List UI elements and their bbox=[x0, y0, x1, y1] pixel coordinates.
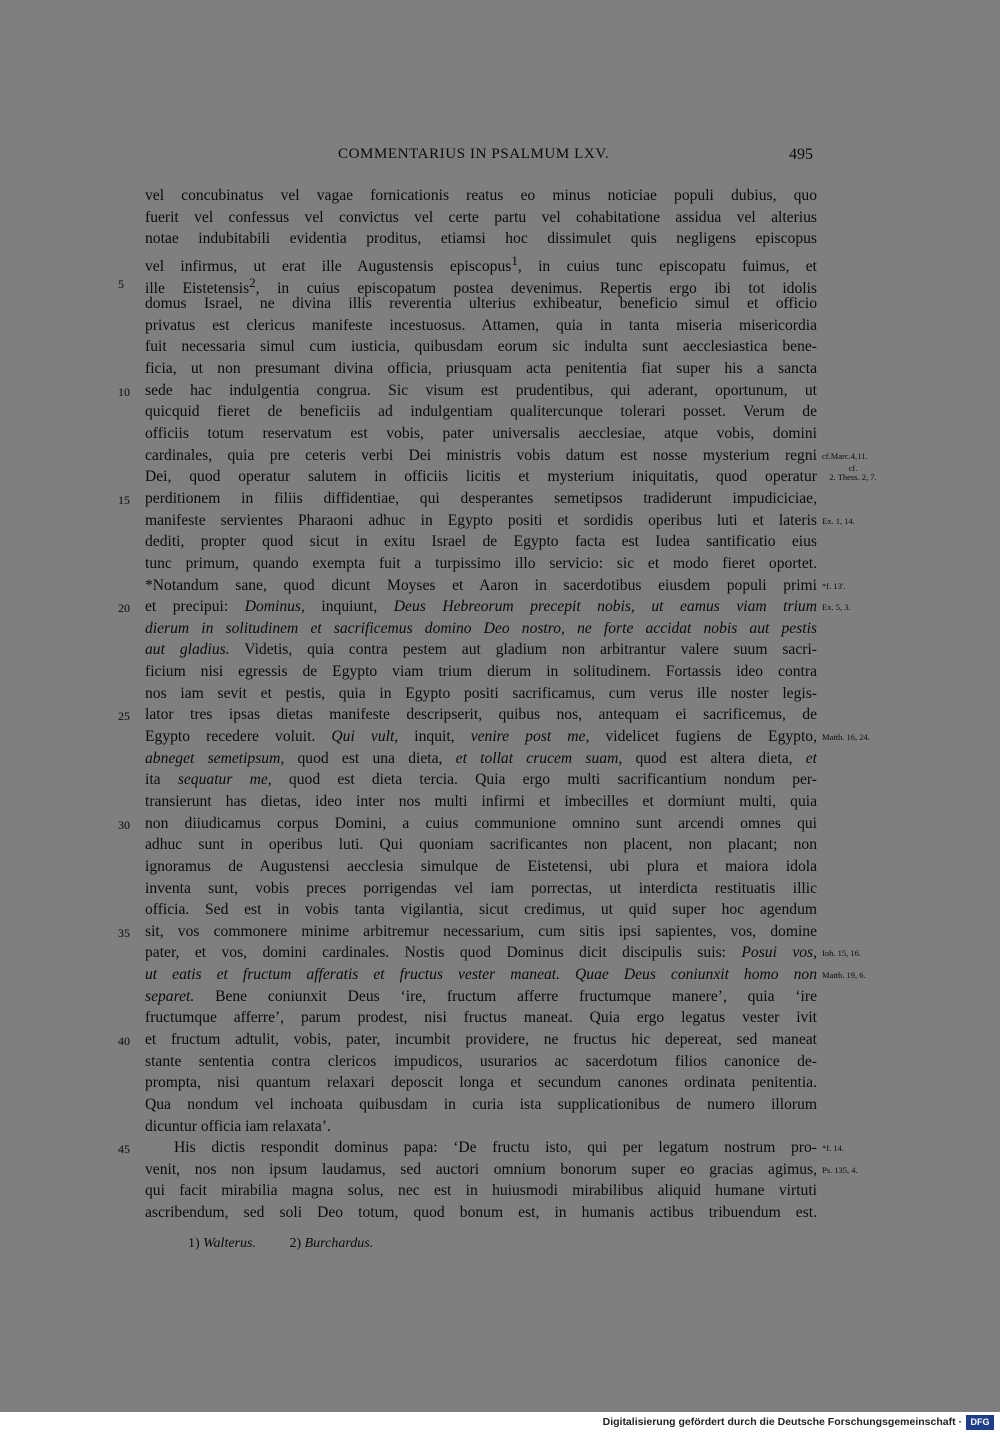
line-number: 20 bbox=[118, 601, 130, 616]
line-text: pater, et vos, domini cardinales. Nostis quod Dominus dicit discipulis suis: Posui vos, bbox=[145, 944, 817, 962]
text-line bbox=[0, 1029, 1000, 1051]
text-line bbox=[0, 185, 1000, 207]
line-text: non diiudicamus corpus Domini, a cuius communione omnino sunt arcendi omnes qui bbox=[145, 814, 817, 832]
footnote-1 bbox=[188, 1236, 256, 1251]
line-number: 30 bbox=[118, 817, 130, 832]
text-line bbox=[0, 1159, 1000, 1181]
text-line bbox=[0, 358, 1000, 380]
text-line bbox=[0, 463, 1000, 488]
text-line bbox=[0, 942, 1000, 964]
line-number: 45 bbox=[118, 1142, 130, 1157]
text-line bbox=[0, 531, 1000, 553]
line-text: His dictis respondit dominus papa: ‘De fructu isto, qui per legatum nostrum pro- bbox=[174, 1139, 817, 1157]
text-line bbox=[0, 488, 1000, 510]
line-text: manifeste servientes Pharaoni adhuc in Egypto positi et sordidis operibus luti et lateris bbox=[145, 511, 817, 529]
line-text: cardinales, quia pre ceteris verbi Dei ministris vobis datum est nosse mysterium regni bbox=[145, 446, 817, 464]
line-text: aut gladius. Videtis, quia contra pestem aut gladium non arbitrantur valere suum sacri- bbox=[145, 641, 817, 659]
margin-reference: *f. 13'. bbox=[822, 580, 846, 591]
line-text: vel concubinatus vel vagae fornicationis reatus eo minus noticiae populi dubius, quo bbox=[145, 187, 817, 204]
footnote-2 bbox=[289, 1236, 373, 1251]
line-number: 35 bbox=[118, 925, 130, 940]
text-line bbox=[0, 921, 1000, 943]
line-text: sede hac indulgentia congrua. Sic visum est prudentibus, qui aderant, oportunum, ut bbox=[145, 381, 817, 399]
line-text: tunc primum, quando exempta fuit a turpissimo illo servicio: sic et modo fieret oportet. bbox=[145, 554, 817, 572]
text-line bbox=[0, 683, 1000, 705]
line-text: ascribendum, sed soli Deo totum, quod bonum est, in humanis actibus tribuendum est. bbox=[145, 1204, 817, 1222]
page-number: 495 bbox=[789, 146, 813, 163]
line-text: vel infirmus, ut erat ille Augustensis episcopus$^1$, in cuius tunc episcopatu fuimus, et bbox=[145, 252, 817, 276]
line-text: abneget semetipsum, quod est una dieta, et tollat crucem suam, quod est altera dieta, et bbox=[145, 749, 817, 767]
line-text: officiis totum reservatum est vobis, pater universalis aecclesiae, atque vobis, domini bbox=[145, 425, 817, 443]
text-line bbox=[0, 878, 1000, 900]
text-line bbox=[0, 856, 1000, 878]
text-line bbox=[0, 510, 1000, 532]
text-line bbox=[0, 293, 1000, 315]
dfg-logo[interactable]: DFG bbox=[966, 1415, 994, 1430]
footnotes bbox=[188, 1236, 403, 1252]
line-number: 15 bbox=[118, 492, 130, 507]
margin-reference: Ioh. 15, 16. bbox=[822, 948, 861, 959]
text-line bbox=[0, 726, 1000, 748]
margin-reference: cf. 2. Thess. 2, 7. bbox=[829, 463, 877, 483]
line-text: transierunt has dietas, ideo inter nos multi infirmi et imbecilles et dormiunt multi, quia bbox=[145, 792, 817, 810]
line-text: ille Eistetensis$^2$, in cuius episcopatum postea devenimus. Repertis ergo ibi tot idolis bbox=[145, 274, 817, 297]
text-line bbox=[0, 207, 1000, 229]
line-text: ficia, ut non presumant divina officia, priusquam acta penitentia fiat super his a sancta bbox=[145, 360, 817, 378]
line-text: dicuntur officia iam relaxata’. bbox=[145, 1117, 331, 1135]
line-text: prompta, nisi quantum relaxari deposcit longa et secundum canones ordinata penitentia. bbox=[145, 1074, 817, 1092]
text-line bbox=[0, 1007, 1000, 1029]
text-line bbox=[0, 834, 1000, 856]
margin-reference: Ex. 1, 14. bbox=[822, 515, 855, 526]
line-text: domus Israel, ne divina illis reverentia ulterius exhibeatur, beneficio simul et officio bbox=[145, 295, 817, 313]
text-line bbox=[0, 964, 1000, 986]
footnote-2-text: Burchardus. bbox=[304, 1236, 374, 1251]
text-line bbox=[0, 791, 1000, 813]
line-text: Dei, quod operatur salutem in officiis licitis et mysterium iniquitatis, quod operatur bbox=[145, 468, 817, 486]
line-text: *Notandum sane, quod dicunt Moyses et Aaron in sacerdotibus eiusdem populi primi bbox=[145, 576, 817, 594]
line-text: Egypto recedere voluit. Qui vult, inquit, venire post me, videlicet fugiens de Egypto, bbox=[145, 728, 817, 746]
line-text: ficium nisi egressis de Egypto viam trium dierum in solitudinem. Fortassis ideo contra bbox=[145, 663, 817, 681]
text-line bbox=[0, 423, 1000, 445]
text-line bbox=[0, 986, 1000, 1008]
text-line bbox=[0, 618, 1000, 640]
line-text: ita sequatur me, quod est dieta tercia. Quia ergo multi sacrificantium nondum per- bbox=[145, 771, 817, 789]
margin-reference: cf.Marc.4,11. bbox=[822, 450, 868, 461]
line-text: notae indubitabili evidentia proditus, etiamsi hoc dissimulet quis negligens episcopus bbox=[145, 230, 817, 248]
funding-footer bbox=[0, 1412, 1000, 1434]
text-line bbox=[0, 228, 1000, 250]
line-text: officia. Sed est in vobis tanta vigilantia, sicut credimus, ut quid super hoc agendum bbox=[145, 901, 817, 919]
line-text: nos iam sevit et pestis, quia in Egypto positi sacrificamus, cum verus ille noster legis- bbox=[145, 684, 817, 702]
text-line bbox=[0, 1116, 1000, 1138]
main-text-block bbox=[0, 185, 1000, 1224]
margin-reference: Matth. 16, 24. bbox=[822, 732, 870, 743]
line-text: inventa sunt, vobis preces porrigendas vel iam porrectas, ut interdicta restituatis illic bbox=[145, 879, 817, 897]
line-number: 10 bbox=[118, 384, 130, 399]
text-line bbox=[0, 250, 1000, 276]
text-line bbox=[0, 272, 1000, 297]
text-line bbox=[0, 813, 1000, 835]
text-line bbox=[0, 1072, 1000, 1094]
running-header: COMMENTARIUS IN PSALMUM LXV. bbox=[338, 146, 610, 162]
text-line bbox=[0, 1137, 1000, 1159]
text-line bbox=[0, 1094, 1000, 1116]
funding-text: Digitalisierung gefördert durch die Deutsche Forschungsgemeinschaft · bbox=[602, 1416, 962, 1428]
margin-reference: Ps. 135, 4. bbox=[822, 1164, 858, 1175]
line-text: quicquid fieret de beneficiis ad indulgentiam qualitercunque tolerari posset. Verum de bbox=[145, 403, 817, 421]
text-line bbox=[0, 553, 1000, 575]
line-text: adhuc sunt in operibus luti. Qui quoniam sacrificantes non placent, non placant; non bbox=[145, 836, 817, 854]
line-text: dediti, propter quod sicut in exitu Israel de Egypto facta est Iudea santificatio eius bbox=[145, 533, 817, 551]
line-text: qui facit mirabilia magna solus, nec est in huiusmodi mirabilibus aliquid humane virtuti bbox=[145, 1182, 817, 1200]
footnote-1-text: Walterus. bbox=[203, 1236, 256, 1251]
line-text: stante sententia contra clericos impudicos, usurarios ac sacerdotum filios canonice de- bbox=[145, 1052, 817, 1070]
line-text: perditionem in filiis diffidentiae, qui desperantes semetipsos tradiderunt impudiciciae, bbox=[145, 489, 817, 507]
text-line bbox=[0, 748, 1000, 770]
footnote-2-mark: 2) bbox=[289, 1236, 302, 1251]
line-text: venit, nos non ipsum laudamus, sed auctori omnium bonorum super eo gracias agimus, bbox=[145, 1160, 817, 1178]
text-line bbox=[0, 661, 1000, 683]
margin-reference: Ex. 5, 3. bbox=[822, 602, 851, 613]
line-number: 5 bbox=[118, 276, 124, 291]
line-text: ignoramus de Augustensi aecclesia simulque de Eistetensi, ubi plura et maiora idola bbox=[145, 857, 817, 875]
line-text: dierum in solitudinem et sacrificemus domino Deo nostro, ne forte accidat nobis aut pestis bbox=[145, 619, 817, 637]
margin-reference: Matth. 19, 6. bbox=[822, 970, 866, 981]
line-text: sit, vos commonere minime arbitremur necessarium, cum sitis ipsi sapientes, vos, domine bbox=[145, 922, 817, 940]
line-text: privatus est clericus manifeste incestuosus. Attamen, quia in tanta miseria misericordia bbox=[145, 316, 817, 334]
text-line bbox=[0, 1202, 1000, 1224]
line-text: lator tres ipsas dietas manifeste descripserit, quibus nos, antequam ei sacrificemus, de bbox=[145, 706, 817, 724]
text-line bbox=[0, 899, 1000, 921]
text-line bbox=[0, 1051, 1000, 1073]
line-number: 25 bbox=[118, 709, 130, 724]
line-text: fructumque afferre’, parum prodest, nisi fructus maneat. Quia ergo legatus vester ivit bbox=[145, 1009, 817, 1027]
line-number: 40 bbox=[118, 1033, 130, 1048]
line-text: ut eatis et fructum afferatis et fructus vester maneat. Quae Deus coniunxit homo non bbox=[145, 966, 817, 984]
text-line bbox=[0, 1180, 1000, 1202]
line-text: fuerit vel confessus vel convictus vel certe partu vel cohabitatione assidua vel alterius bbox=[145, 208, 817, 226]
text-line bbox=[0, 315, 1000, 337]
text-line bbox=[0, 769, 1000, 791]
margin-reference: *f. 14. bbox=[822, 1143, 844, 1154]
text-line bbox=[0, 336, 1000, 358]
text-line bbox=[0, 575, 1000, 597]
text-line bbox=[0, 380, 1000, 402]
line-text: separet. Bene coniunxit Deus ‘ire, fructum afferre fructumque manere’, quia ‘ire bbox=[145, 987, 817, 1005]
line-text: et precipui: Dominus, inquiunt, Deus Hebreorum precepit nobis, ut eamus viam trium bbox=[145, 598, 817, 616]
line-text: Qua nondum vel inchoata quibusdam in curia ista supplicationibus de numero illorum bbox=[145, 1095, 817, 1113]
footnote-1-mark: 1) bbox=[188, 1236, 200, 1251]
text-line bbox=[0, 401, 1000, 423]
text-line bbox=[0, 596, 1000, 618]
line-text: fuit necessaria simul cum iusticia, quibusdam eorum sic indulta sunt aecclesiastica bene- bbox=[145, 338, 817, 356]
text-line bbox=[0, 704, 1000, 726]
line-text: et fructum adtulit, vobis, pater, incumbit providere, ne fructus hic depereat, sed maneat bbox=[145, 1030, 817, 1048]
text-line bbox=[0, 639, 1000, 661]
